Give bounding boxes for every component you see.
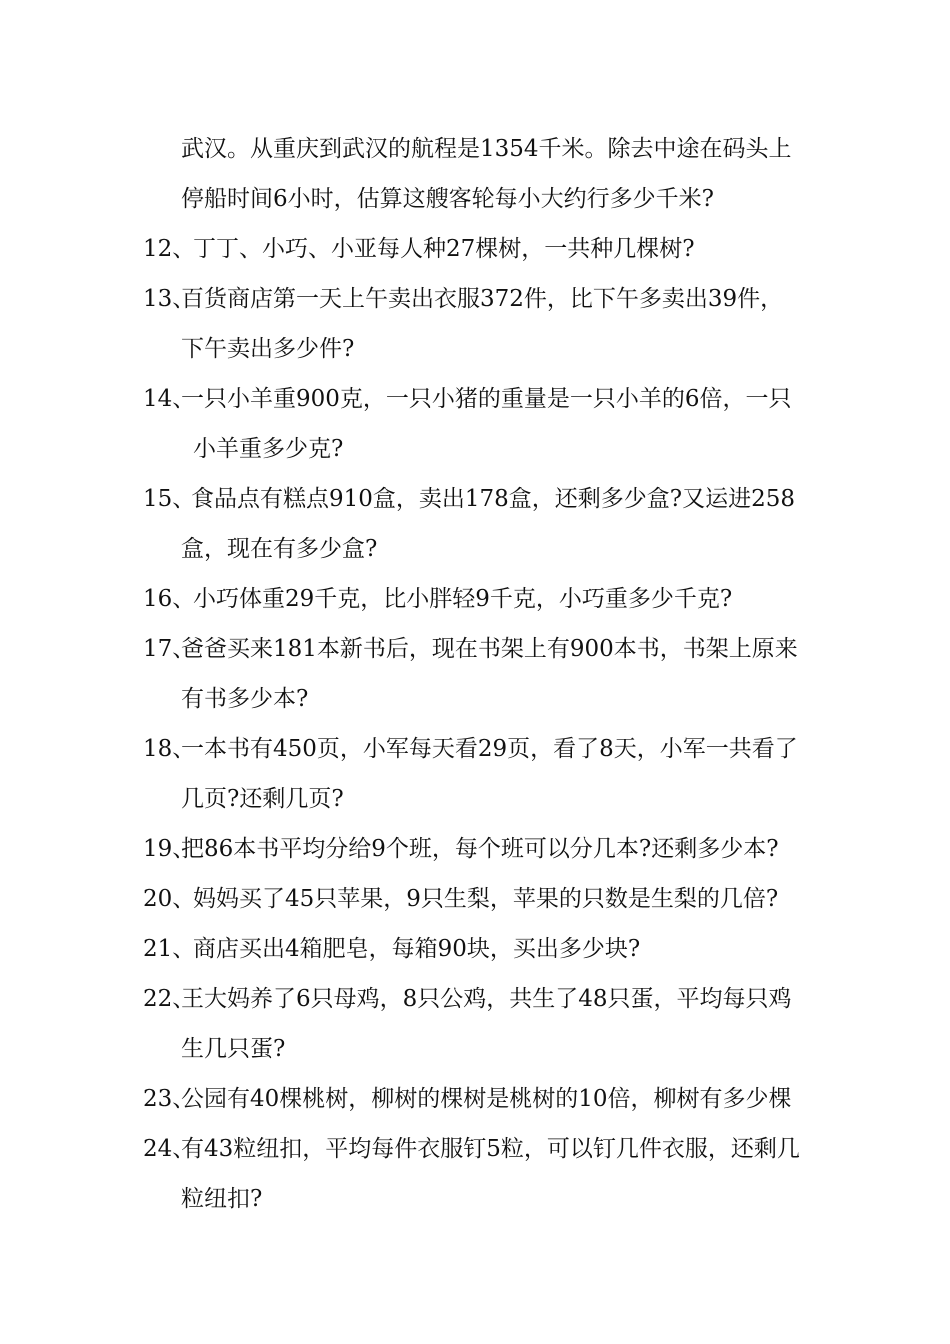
continuation-text: 小羊重多少克? (193, 436, 344, 462)
question-text: 把86本书平均分给9个班，每个班可以分几本?还剩多少本? (181, 836, 779, 862)
question-number: 21、 (143, 936, 196, 962)
question-text: 爸爸买来181本新书后，现在书架上有900本书，书架上原来 (181, 636, 798, 662)
question-number: 19、 (143, 836, 196, 862)
question-text: 一本书有450页，小军每天看29页，看了8天，小军一共看了 (181, 736, 798, 762)
question-number: 18、 (143, 736, 196, 762)
question-text: 王大妈养了6只母鸡，8只公鸡，共生了48只蛋，平均每只鸡 (181, 986, 792, 1012)
question-number: 13、 (143, 286, 196, 312)
question-text: 丁丁、小巧、小亚每人种27棵树，一共种几棵树? (193, 236, 695, 262)
question-text: 妈妈买了45只苹果，9只生梨，苹果的只数是生梨的几倍? (193, 886, 779, 912)
continuation-text: 有书多少本? (181, 686, 309, 712)
question-number: 12、 (143, 236, 196, 262)
question-number: 22、 (143, 986, 196, 1012)
question-text: 小巧体重29千克，比小胖轻9千克，小巧重多少千克? (193, 586, 733, 612)
question-text: 百货商店第一天上午卖出衣服372件，比下午多卖出39件， (181, 286, 784, 312)
question-number: 24、 (143, 1136, 196, 1162)
continuation-text: 停船时间6小时，估算这艘客轮每小大约行多少千米? (181, 186, 714, 212)
question-number: 20、 (143, 886, 196, 912)
question-number: 16、 (143, 586, 196, 612)
question-text: 一只小羊重900克，一只小猪的重量是一只小羊的6倍，一只 (181, 386, 792, 412)
continuation-text: 生几只蛋? (181, 1036, 286, 1062)
continuation-text: 粒纽扣? (181, 1186, 263, 1212)
question-text: 有43粒纽扣，平均每件衣服钉5粒，可以钉几件衣服，还剩几 (181, 1136, 800, 1162)
question-text: 食品点有糕点910盒，卖出178盒，还剩多少盒?又运进258 (191, 486, 796, 512)
continuation-text: 几页?还剩几页? (181, 786, 344, 812)
question-text: 公园有40棵桃树，柳树的棵树是桃树的10倍，柳树有多少棵 (181, 1086, 792, 1112)
question-number: 15、 (143, 486, 196, 512)
continuation-text: 武汉。从重庆到武汉的航程是1354千米。除去中途在码头上 (181, 136, 792, 162)
question-text: 商店买出4箱肥皂，每箱90块，买出多少块? (193, 936, 641, 962)
question-number: 17、 (143, 636, 196, 662)
continuation-text: 盒，现在有多少盒? (181, 536, 378, 562)
question-number: 23、 (143, 1086, 196, 1112)
continuation-text: 下午卖出多少件? (181, 336, 355, 362)
question-number: 14、 (143, 386, 196, 412)
